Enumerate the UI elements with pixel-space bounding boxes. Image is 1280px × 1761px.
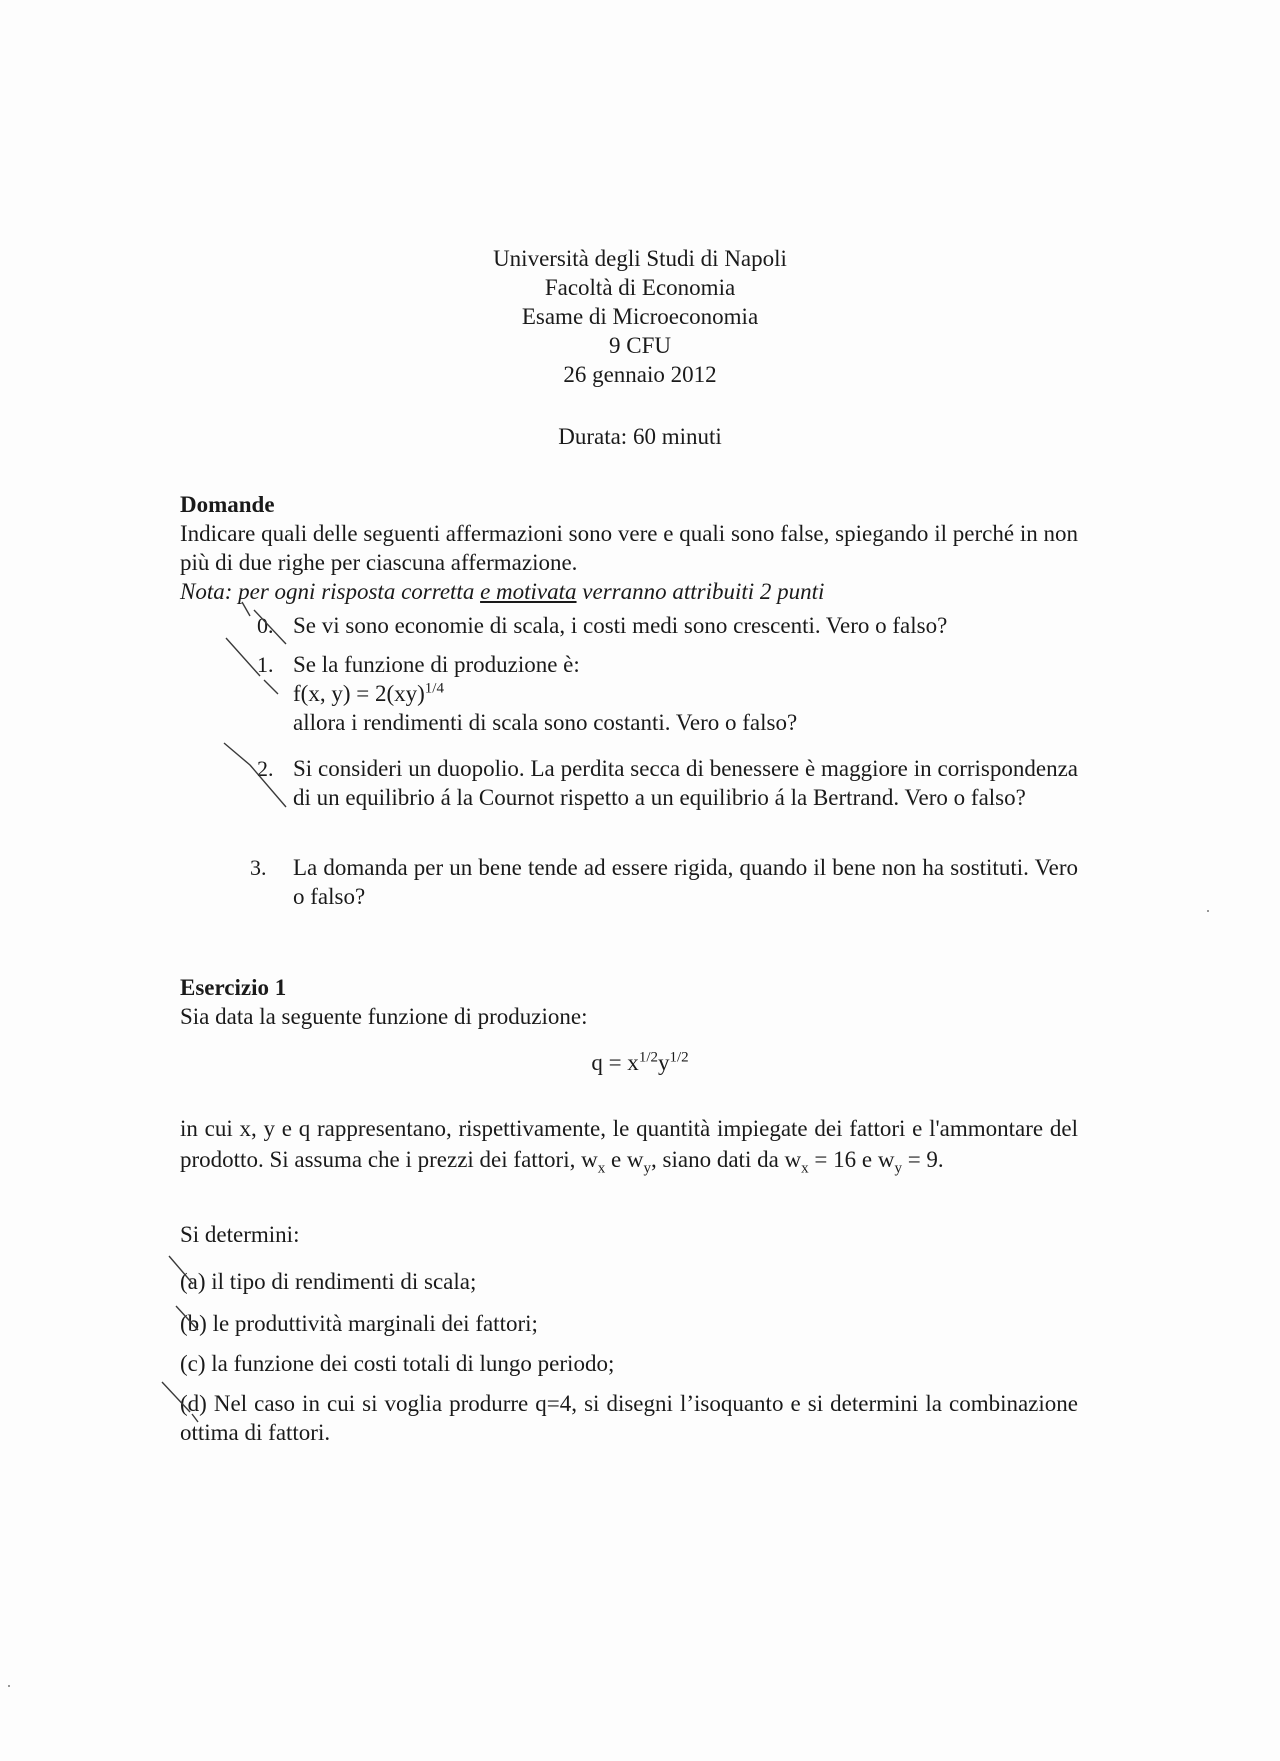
exam-date: 26 gennaio 2012	[563, 362, 717, 387]
exam-duration: Durata: 60 minuti	[558, 424, 722, 449]
domande-note	[180, 577, 1078, 606]
item-d-label: (d)	[180, 1391, 207, 1416]
question-3	[293, 853, 1078, 911]
item-c-label: (c)	[180, 1351, 206, 1376]
domande-section	[180, 490, 1078, 606]
question-number-0: 0.	[257, 613, 274, 638]
desc-part3: , siano dati da w	[651, 1147, 802, 1172]
exercise-item-c	[180, 1349, 1078, 1378]
university-name: Università degli Studi di Napoli	[493, 246, 787, 271]
esercizio-description	[180, 1113, 1078, 1175]
question-number-2: 2.	[257, 756, 274, 781]
note-label: Nota:	[180, 579, 233, 604]
desc-part4: = 16 e w	[808, 1147, 895, 1172]
note-underlined: e motivata	[480, 579, 577, 604]
question-number-1: 1.	[257, 652, 274, 677]
formula-y: y	[657, 1050, 670, 1075]
item-b-text: le produttività marginali dei fattori;	[206, 1311, 538, 1336]
pencil-mark-b	[172, 1300, 212, 1340]
production-function	[0, 1048, 1280, 1077]
formula-f-base: f(x, y) = 2(xy)	[293, 681, 425, 706]
formula-f-exponent: 1/4	[424, 680, 444, 697]
question-0	[293, 611, 1078, 640]
formula-q: q = x	[591, 1050, 639, 1075]
esercizio-section	[180, 973, 1078, 1031]
scan-speck	[8, 1685, 10, 1687]
faculty-name: Facoltà di Economia	[544, 275, 736, 300]
domande-title: Domande	[180, 492, 275, 517]
formula-exp-y: 1/2	[669, 1049, 689, 1066]
item-b-label: (b)	[180, 1311, 207, 1336]
pencil-mark-1	[220, 632, 290, 702]
note-part2: verranno attribuiti 2 punti	[576, 579, 825, 604]
credits: 9 CFU	[609, 333, 671, 358]
si-determini: Si determini:	[180, 1222, 300, 1247]
question-1-formula	[293, 679, 1078, 708]
question-2-text: Si consideri un duopolio. La perdita secca di benessere è maggiore in corrispondenza di un equilibrio á la Cournot rispetto a un equilibrio á la Bertrand. Vero o falso?	[293, 756, 1078, 810]
question-1-line3: allora i rendimenti di scala sono costanti. Vero o falso?	[293, 710, 798, 735]
desc-part1: in cui x, y e q rappresentano, rispettivamente, le quantità impiegate dei fattori e l'ammontare del prodotto. Si assuma che i prezzi dei fattori, w	[180, 1116, 1078, 1172]
esercizio-intro: Sia data la seguente funzione di produzione:	[180, 1004, 588, 1029]
scan-speck	[1207, 910, 1209, 912]
desc-part5: = 9.	[901, 1147, 944, 1172]
item-d-text: Nel caso in cui si voglia produrre q=4, si disegni l’isoquanto e si determini la combinazione ottima di fattori.	[180, 1391, 1078, 1445]
question-2	[293, 754, 1078, 812]
sub-x: x	[597, 1160, 606, 1177]
question-1	[293, 650, 1078, 737]
item-c-text: la funzione dei costi totali di lungo periodo;	[205, 1351, 615, 1376]
sub-y: y	[643, 1160, 652, 1177]
note-part1: per ogni risposta corretta	[232, 579, 481, 604]
pencil-mark-d	[158, 1378, 208, 1428]
question-3-text: La domanda per un bene tende ad essere rigida, quando il bene non ha sostituti. Vero o falso?	[293, 855, 1078, 909]
sub-x2: x	[801, 1160, 809, 1177]
item-a-label: (a)	[180, 1269, 206, 1294]
esercizio-title: Esercizio 1	[180, 975, 287, 1000]
exam-name: Esame di Microeconomia	[521, 304, 759, 329]
question-1-line1: Se la funzione di produzione è:	[293, 652, 580, 677]
question-0-text: Se vi sono economie di scala, i costi medi sono crescenti. Vero o falso?	[293, 613, 948, 638]
exercise-item-a	[180, 1267, 1078, 1296]
question-number-3: 3.	[250, 855, 267, 880]
domande-instructions: Indicare quali delle seguenti affermazioni sono vere e quali sono false, spiegando il perché in non più di due righe per ciascuna affermazione.	[180, 521, 1078, 575]
formula-exp-x: 1/2	[638, 1049, 658, 1066]
item-a-text: il tipo di rendimenti di scala;	[205, 1269, 477, 1294]
desc-part2: e w	[605, 1147, 644, 1172]
pencil-mark-2	[220, 735, 295, 815]
pencil-mark-a	[163, 1252, 203, 1292]
exercise-item-d	[180, 1389, 1078, 1447]
exercise-item-b	[180, 1309, 1078, 1338]
sub-y2: y	[894, 1160, 902, 1177]
exam-header	[0, 244, 1280, 451]
